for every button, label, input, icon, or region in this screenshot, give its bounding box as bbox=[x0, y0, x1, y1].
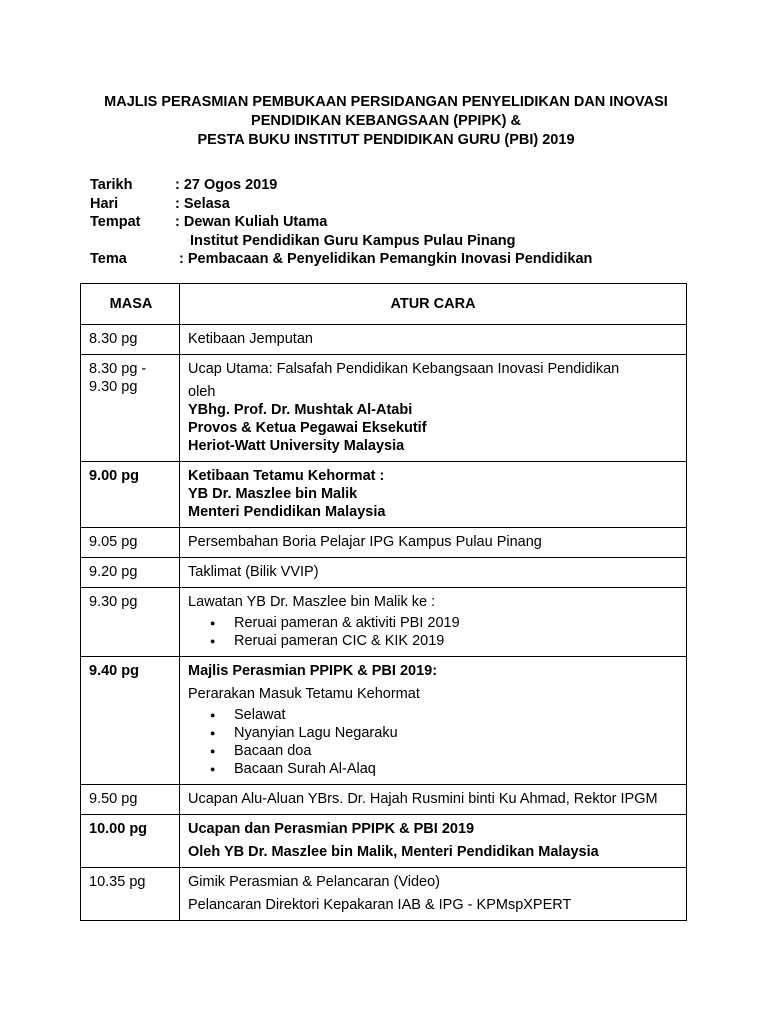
agenda-cell bbox=[180, 785, 687, 815]
table-row bbox=[81, 588, 687, 657]
table-row bbox=[81, 657, 687, 785]
table-row bbox=[81, 785, 687, 815]
venue-value-2: Institut Pendidikan Guru Kampus Pulau Pinang bbox=[190, 232, 516, 249]
agenda-cell bbox=[180, 325, 687, 355]
time-text: 9.30 pg bbox=[89, 379, 138, 395]
agenda-cell bbox=[180, 558, 687, 588]
time-text: 10.35 pg bbox=[89, 874, 146, 890]
time-text: 9.00 pg bbox=[89, 468, 139, 484]
time-text: 9.50 pg bbox=[89, 791, 138, 807]
agenda-text: Ketibaan Jemputan bbox=[188, 331, 313, 347]
time-text: 9.05 pg bbox=[89, 534, 138, 550]
time-cell bbox=[81, 868, 180, 921]
theme-value: : Pembacaan & Penyelidikan Pemangkin Inovasi Pendidikan bbox=[179, 251, 593, 267]
day-label: Hari bbox=[90, 195, 119, 212]
detail-venue bbox=[90, 213, 710, 232]
document-title bbox=[60, 93, 712, 150]
header-atur-cara: ATUR CARA bbox=[180, 284, 687, 325]
agenda-text: Heriot-Watt University Malaysia bbox=[188, 438, 405, 454]
table-row bbox=[81, 528, 687, 558]
venue-label: Tempat bbox=[90, 214, 141, 230]
event-details bbox=[90, 176, 710, 269]
agenda-text: Lawatan YB Dr. Maszlee bin Malik ke : bbox=[188, 594, 436, 610]
schedule-header-row bbox=[81, 284, 687, 325]
time-cell bbox=[81, 528, 180, 558]
detail-date bbox=[90, 176, 710, 195]
list-item: ● Bacaan doa bbox=[210, 742, 680, 760]
day-value: : Selasa bbox=[175, 195, 230, 212]
agenda-text: YB Dr. Maszlee bin Malik bbox=[188, 486, 358, 502]
detail-theme bbox=[90, 250, 710, 269]
agenda-text: Ucapan dan Perasmian PPIPK & PBI 2019 bbox=[188, 821, 475, 837]
table-row bbox=[81, 868, 687, 921]
agenda-cell bbox=[180, 868, 687, 921]
agenda-text: Menteri Pendidikan Malaysia bbox=[188, 504, 386, 520]
venue-value: : Dewan Kuliah Utama bbox=[175, 214, 328, 230]
time-text: 9.20 pg bbox=[89, 564, 138, 580]
list-item: ● Reruai pameran & aktiviti PBI 2019 bbox=[210, 614, 680, 632]
agenda-text: Majlis Perasmian PPIPK & PBI 2019: bbox=[188, 663, 438, 679]
table-row bbox=[81, 815, 687, 868]
agenda-cell bbox=[180, 657, 687, 785]
agenda-text: Ucap Utama: Falsafah Pendidikan Kebangsaan Inovasi Pendidikan bbox=[188, 361, 620, 377]
date-label: Tarikh bbox=[90, 177, 133, 193]
time-cell bbox=[81, 588, 180, 657]
agenda-text: Provos & Ketua Pegawai Eksekutif bbox=[188, 420, 427, 436]
detail-venue-line-2 bbox=[90, 232, 710, 251]
table-row bbox=[81, 462, 687, 528]
agenda-text: YBhg. Prof. Dr. Mushtak Al-Atabi bbox=[188, 402, 413, 418]
agenda-cell bbox=[180, 588, 687, 657]
theme-label: Tema bbox=[90, 251, 127, 267]
agenda-text: Perarakan Masuk Tetamu Kehormat bbox=[188, 686, 420, 702]
title-line-1: MAJLIS PERASMIAN PEMBUKAAN PERSIDANGAN PENYELIDIKAN DAN INOVASI bbox=[104, 94, 668, 110]
list-item: ● Reruai pameran CIC & KIK 2019 bbox=[210, 632, 680, 650]
time-cell bbox=[81, 558, 180, 588]
time-text: 9.30 pg bbox=[89, 594, 138, 610]
table-row bbox=[81, 325, 687, 355]
time-text: 9.40 pg bbox=[89, 663, 139, 679]
detail-day bbox=[90, 195, 710, 214]
title-line-2: PENDIDIKAN KEBANGSAAN (PPIPK) & bbox=[251, 113, 521, 129]
time-cell bbox=[81, 815, 180, 868]
list-item: ● Nyanyian Lagu Negaraku bbox=[210, 724, 680, 742]
agenda-text: Pelancaran Direktori Kepakaran IAB & IPG - KPMspXPERT bbox=[188, 897, 572, 913]
schedule-table bbox=[80, 283, 687, 921]
date-value: : 27 Ogos 2019 bbox=[175, 177, 278, 193]
agenda-bullet-list bbox=[188, 706, 680, 778]
agenda-cell bbox=[180, 462, 687, 528]
agenda-text: Gimik Perasmian & Pelancaran (Video) bbox=[188, 874, 440, 890]
time-cell bbox=[81, 785, 180, 815]
agenda-cell bbox=[180, 355, 687, 462]
agenda-text: oleh bbox=[188, 384, 216, 400]
agenda-text: Oleh YB Dr. Maszlee bin Malik, Menteri Pendidikan Malaysia bbox=[188, 844, 599, 860]
list-item: ● Selawat bbox=[210, 706, 680, 724]
header-masa: MASA bbox=[81, 284, 180, 325]
agenda-text: Persembahan Boria Pelajar IPG Kampus Pulau Pinang bbox=[188, 534, 542, 550]
agenda-text: Ketibaan Tetamu Kehormat : bbox=[188, 468, 385, 484]
title-line-3: PESTA BUKU INSTITUT PENDIDIKAN GURU (PBI) 2019 bbox=[197, 132, 575, 148]
schedule-body bbox=[81, 325, 687, 921]
time-cell bbox=[81, 355, 180, 462]
time-text: 10.00 pg bbox=[89, 821, 148, 837]
time-cell bbox=[81, 462, 180, 528]
time-cell bbox=[81, 657, 180, 785]
time-cell bbox=[81, 325, 180, 355]
table-row bbox=[81, 558, 687, 588]
agenda-text: Ucapan Alu-Aluan YBrs. Dr. Hajah Rusmini binti Ku Ahmad, Rektor IPGM bbox=[188, 791, 658, 807]
time-text: 8.30 pg bbox=[89, 331, 138, 347]
agenda-cell bbox=[180, 528, 687, 558]
agenda-bullet-list bbox=[188, 614, 680, 650]
list-item: ● Bacaan Surah Al-Alaq bbox=[210, 760, 680, 778]
table-row bbox=[81, 355, 687, 462]
agenda-cell bbox=[180, 815, 687, 868]
time-text: 8.30 pg - bbox=[89, 361, 147, 377]
agenda-text: Taklimat (Bilik VVIP) bbox=[188, 564, 319, 580]
